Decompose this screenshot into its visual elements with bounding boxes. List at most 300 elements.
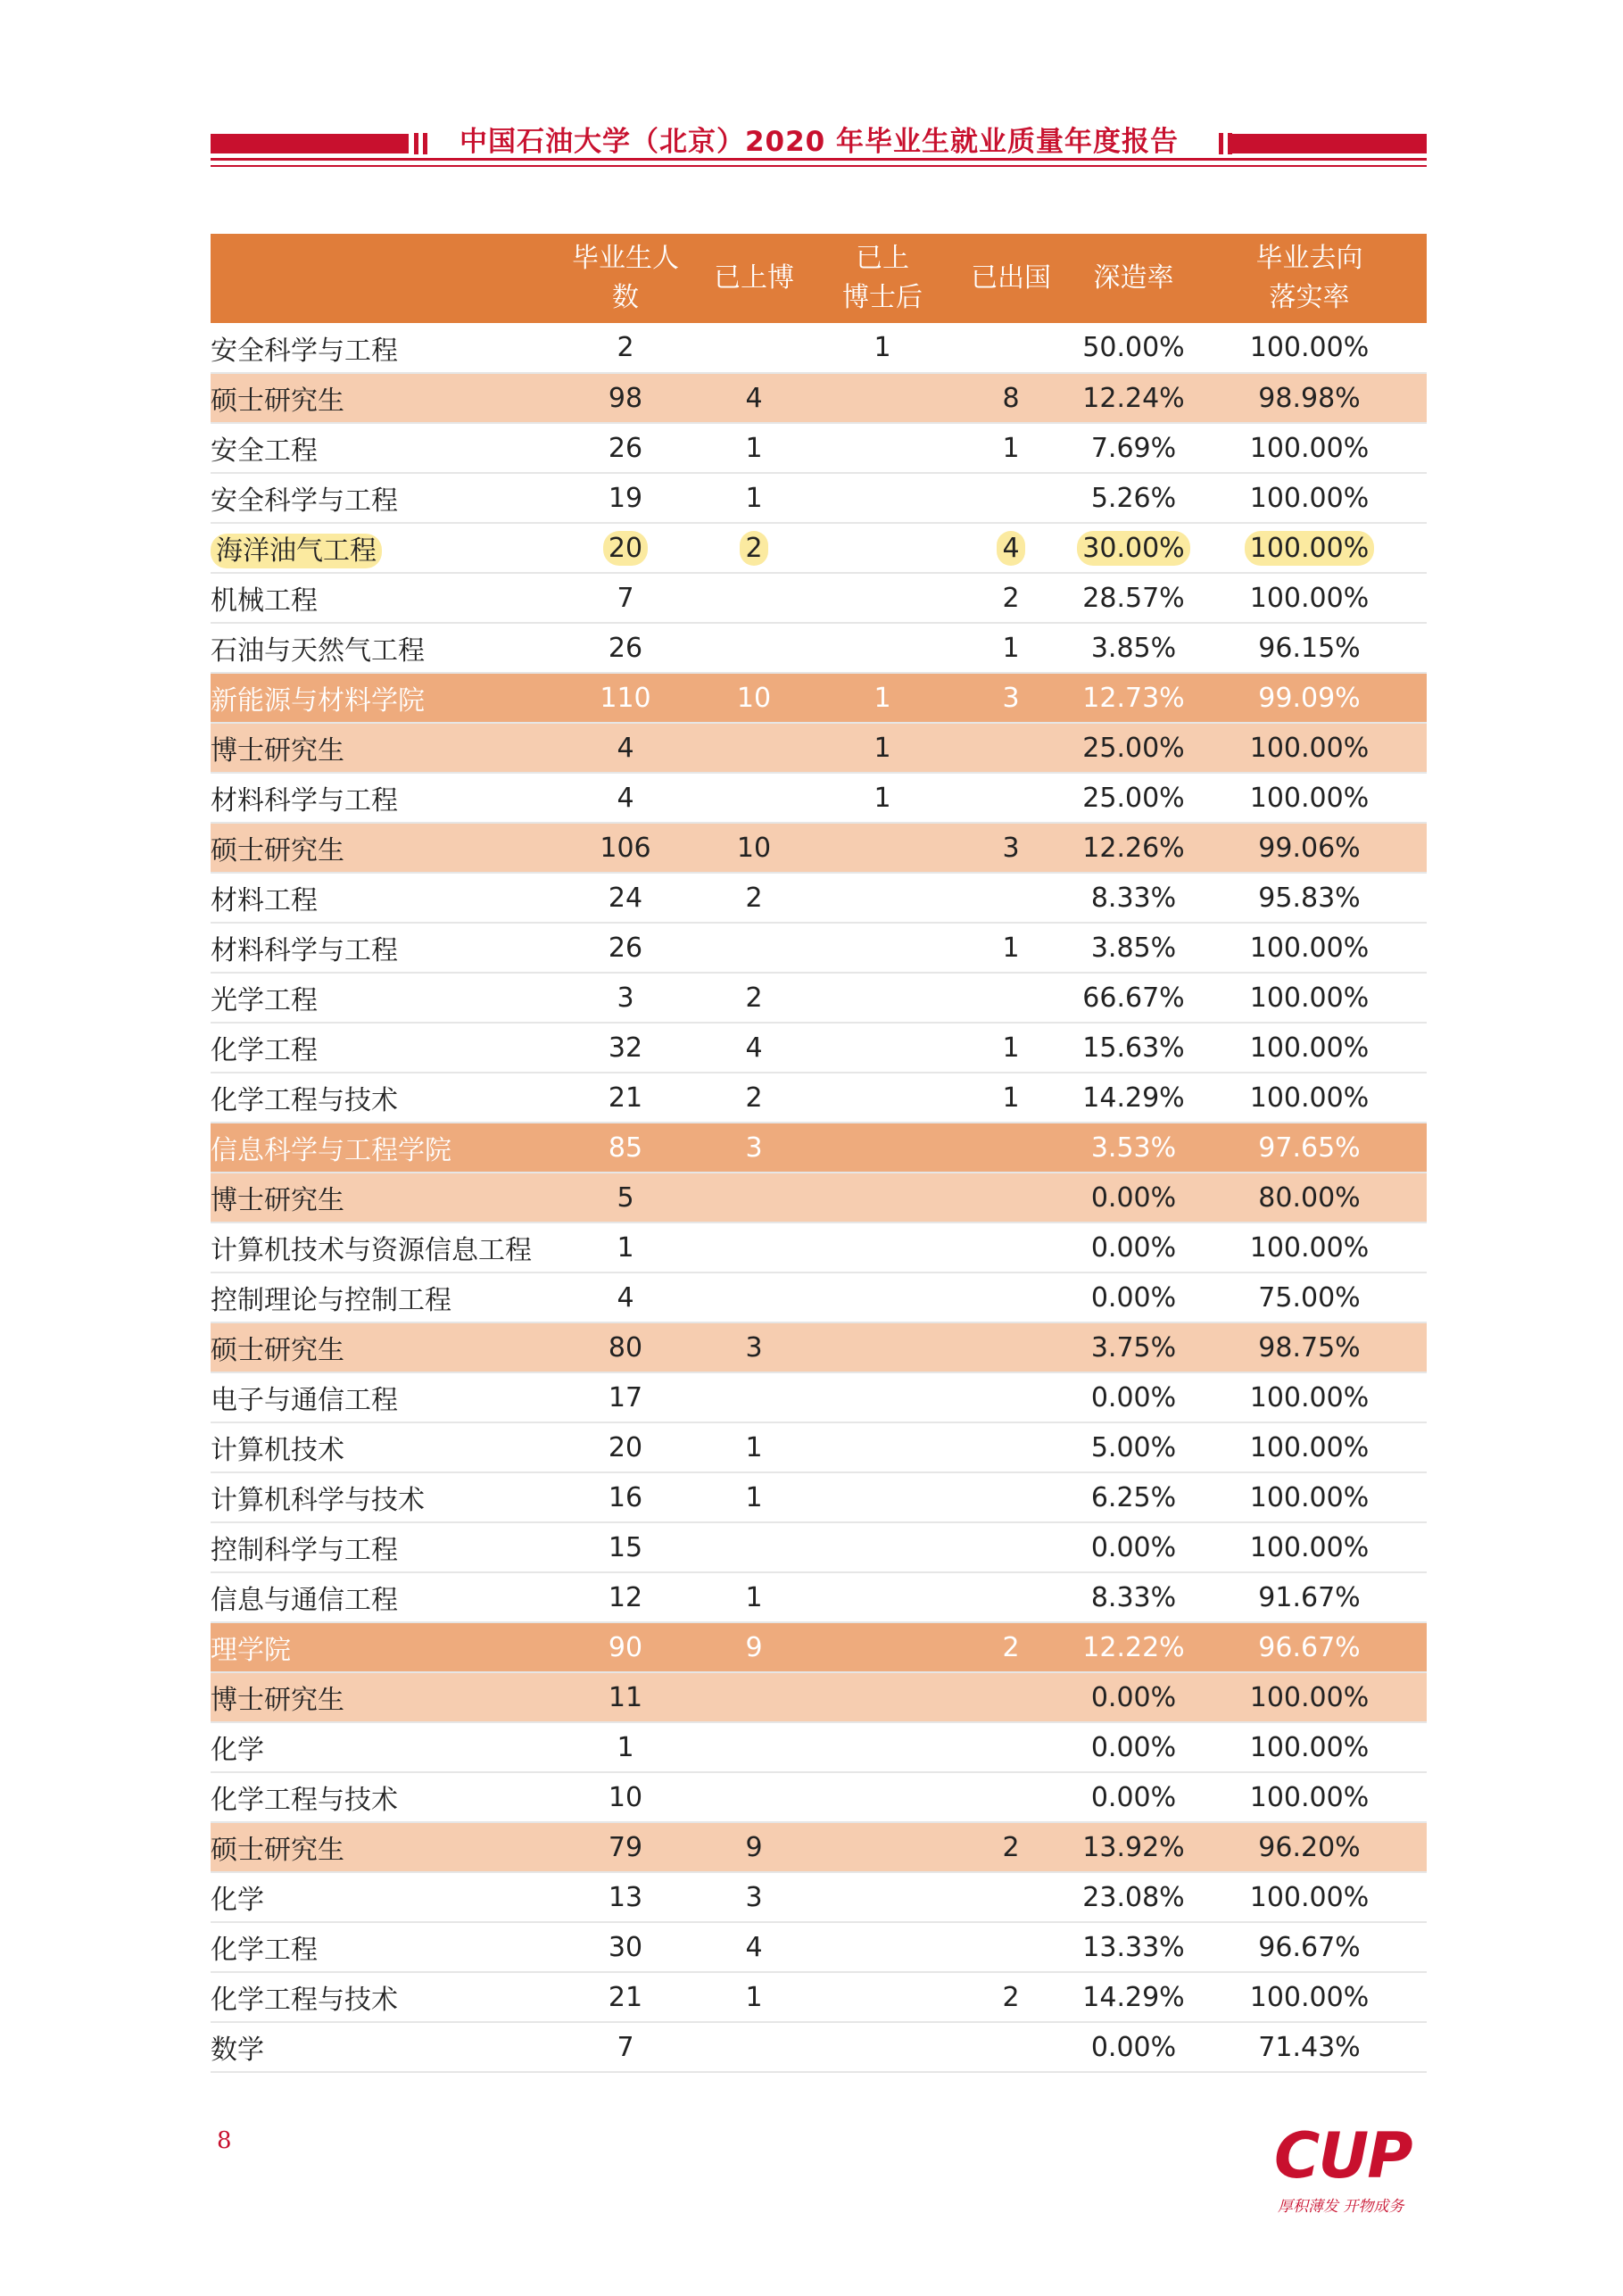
- postdoc-cell: [818, 1972, 947, 2022]
- major-row: [211, 1922, 1427, 1972]
- row-name: [211, 473, 561, 523]
- major-row: [211, 1023, 1427, 1073]
- advancement-rate-cell-text: 0.00%: [1090, 2031, 1177, 2063]
- placement-rate-cell-text: 99.09%: [1258, 682, 1361, 714]
- phd-cell: [690, 1672, 818, 1722]
- abroad-cell: [947, 1322, 1075, 1372]
- row-name-text: 控制科学与工程: [211, 1535, 398, 1566]
- abroad-cell: [947, 1272, 1075, 1322]
- abroad-cell: [947, 1722, 1075, 1772]
- phd-cell: [690, 1772, 818, 1822]
- advancement-rate-cell-text: 50.00%: [1082, 332, 1185, 363]
- phd-cell-text: 1: [745, 1431, 763, 1463]
- graduates-cell-text: 90: [608, 1631, 643, 1663]
- placement-rate-cell: [1192, 1522, 1427, 1572]
- phd-cell: [690, 1522, 818, 1572]
- placement-rate-cell-text: 100.00%: [1249, 1032, 1370, 1064]
- phd-cell-text: 3: [745, 1881, 763, 1913]
- phd-cell: [690, 1272, 818, 1322]
- column-header: 已出国: [947, 234, 1075, 323]
- row-name-text: 化学工程: [211, 1935, 318, 1966]
- row-name-text: 石油与天然气工程: [211, 635, 425, 667]
- advancement-rate-cell: [1075, 773, 1192, 823]
- advancement-rate-cell: [1075, 1073, 1192, 1123]
- advancement-rate-cell-text: 5.26%: [1090, 482, 1177, 514]
- placement-rate-cell-text: 100.00%: [1249, 432, 1370, 464]
- row-name: [211, 923, 561, 973]
- abroad-cell: [947, 1872, 1075, 1922]
- graduates-cell-text: 13: [608, 1881, 643, 1913]
- placement-rate-cell: [1192, 573, 1427, 623]
- placement-rate-cell-text: 71.43%: [1258, 2031, 1361, 2063]
- placement-rate-cell-text: 96.15%: [1258, 632, 1361, 664]
- major-row: [211, 1223, 1427, 1272]
- phd-cell: [690, 1223, 818, 1272]
- placement-rate-cell-text: 100.00%: [1249, 932, 1370, 964]
- row-name: [211, 323, 561, 373]
- graduates-cell: [561, 1073, 690, 1123]
- phd-cell: [690, 1173, 818, 1223]
- row-name-text: 控制理论与控制工程: [211, 1285, 451, 1316]
- table-header-row: [211, 234, 1427, 323]
- placement-rate-cell-text: 100.00%: [1249, 1231, 1370, 1264]
- row-name-text: 博士研究生: [211, 1185, 344, 1216]
- row-name: [211, 973, 561, 1023]
- phd-cell-text: 9: [745, 1831, 763, 1863]
- row-name: [211, 1972, 561, 2022]
- abroad-cell: [947, 523, 1075, 573]
- postdoc-cell: [818, 1223, 947, 1272]
- phd-cell: [690, 1073, 818, 1123]
- graduates-cell-text: 4: [617, 1281, 634, 1314]
- graduates-cell: [561, 1672, 690, 1722]
- advancement-rate-cell: [1075, 1622, 1192, 1672]
- abroad-cell-text: 2: [1002, 1831, 1020, 1863]
- placement-rate-cell: [1192, 673, 1427, 723]
- advancement-rate-cell-text: 5.00%: [1090, 1431, 1177, 1463]
- abroad-cell: [947, 773, 1075, 823]
- graduates-cell-text: 7: [617, 2031, 634, 2063]
- row-name: [211, 573, 561, 623]
- placement-rate-cell-text: 100.00%: [1249, 732, 1370, 764]
- major-row: [211, 2022, 1427, 2072]
- advancement-rate-cell: [1075, 1872, 1192, 1922]
- phd-cell-text: 3: [745, 1331, 763, 1364]
- row-name-text: 硕士研究生: [211, 835, 344, 866]
- advancement-rate-cell-text: 13.33%: [1082, 1931, 1185, 1963]
- graduates-cell: [561, 1472, 690, 1522]
- phd-cell-text: 9: [745, 1631, 763, 1663]
- column-header: 毕业生人数: [561, 234, 690, 323]
- placement-rate-cell: [1192, 1422, 1427, 1472]
- advancement-rate-cell: [1075, 323, 1192, 373]
- placement-rate-cell-text: 100.00%: [1249, 332, 1370, 363]
- placement-rate-cell-text: 99.06%: [1258, 832, 1361, 864]
- abroad-cell-text: 1: [1002, 1082, 1020, 1114]
- phd-cell-text: 4: [745, 1032, 763, 1064]
- postdoc-cell-text: 1: [874, 332, 891, 363]
- graduates-cell-text: 15: [608, 1531, 643, 1563]
- row-name-text: 数学: [211, 2035, 264, 2066]
- abroad-cell: [947, 373, 1075, 423]
- graduates-cell-text: 17: [608, 1381, 643, 1413]
- advancement-rate-cell-text: 25.00%: [1082, 732, 1185, 764]
- advancement-rate-cell: [1075, 523, 1192, 573]
- row-name: [211, 1173, 561, 1223]
- advancement-rate-cell: [1075, 423, 1192, 473]
- graduates-cell-text: 4: [617, 782, 634, 814]
- advancement-rate-cell: [1075, 473, 1192, 523]
- row-name-text: 安全科学与工程: [211, 335, 398, 367]
- graduates-cell-text: 20: [603, 531, 648, 566]
- advancement-rate-cell-text: 23.08%: [1082, 1881, 1185, 1913]
- graduates-cell: [561, 1372, 690, 1422]
- graduate-statistics-table: [211, 234, 1427, 2073]
- phd-cell-text: 2: [745, 882, 763, 914]
- major-row: [211, 923, 1427, 973]
- row-name-text: 硕士研究生: [211, 1835, 344, 1866]
- phd-cell: [690, 1922, 818, 1972]
- row-name: [211, 623, 561, 673]
- placement-rate-cell: [1192, 1123, 1427, 1173]
- abroad-cell-text: 1: [1002, 632, 1020, 664]
- phd-cell: [690, 1572, 818, 1622]
- row-name-text: 博士研究生: [211, 1685, 344, 1716]
- placement-rate-cell-text: 100.00%: [1249, 1082, 1370, 1114]
- abroad-cell: [947, 1572, 1075, 1622]
- major-row: [211, 1722, 1427, 1772]
- advancement-rate-cell: [1075, 1123, 1192, 1173]
- row-name: [211, 423, 561, 473]
- postdoc-cell: [818, 1522, 947, 1572]
- postdoc-cell: [818, 1272, 947, 1322]
- advancement-rate-cell-text: 0.00%: [1090, 1531, 1177, 1563]
- degree-row: [211, 723, 1427, 773]
- table-header: [211, 234, 1427, 323]
- abroad-cell: [947, 1972, 1075, 2022]
- graduates-cell-text: 5: [617, 1181, 634, 1214]
- graduates-cell: [561, 1522, 690, 1572]
- abroad-cell: [947, 1472, 1075, 1522]
- abroad-cell-text: 2: [1002, 1981, 1020, 2013]
- abroad-cell: [947, 2022, 1075, 2072]
- row-name-text: 理学院: [211, 1635, 291, 1666]
- row-name: [211, 523, 561, 573]
- degree-row: [211, 373, 1427, 423]
- postdoc-cell-text: 1: [874, 682, 891, 714]
- abroad-cell-text: 1: [1002, 932, 1020, 964]
- postdoc-cell: [818, 1772, 947, 1822]
- major-row: [211, 873, 1427, 923]
- major-row: [211, 1872, 1427, 1922]
- advancement-rate-cell: [1075, 1572, 1192, 1622]
- postdoc-cell: [818, 1322, 947, 1372]
- graduates-cell-text: 21: [608, 1082, 643, 1114]
- advancement-rate-cell: [1075, 1672, 1192, 1722]
- phd-cell: [690, 2022, 818, 2072]
- placement-rate-cell: [1192, 1822, 1427, 1872]
- abroad-cell: [947, 623, 1075, 673]
- advancement-rate-cell-text: 6.25%: [1090, 1481, 1177, 1513]
- postdoc-cell: [818, 1872, 947, 1922]
- row-name-text: 化学工程与技术: [211, 1985, 398, 2016]
- placement-rate-cell-text: 100.00%: [1249, 1981, 1370, 2013]
- column-header: [211, 234, 561, 323]
- placement-rate-cell-text: 98.75%: [1258, 1331, 1361, 1364]
- phd-cell: [690, 723, 818, 773]
- row-name-text: 计算机技术与资源信息工程: [211, 1235, 532, 1266]
- report-header: [211, 112, 1427, 174]
- postdoc-cell: [818, 1572, 947, 1622]
- postdoc-cell: [818, 923, 947, 973]
- row-name: [211, 1272, 561, 1322]
- abroad-cell: [947, 1073, 1075, 1123]
- placement-rate-cell: [1192, 1972, 1427, 2022]
- phd-cell: [690, 1322, 818, 1372]
- advancement-rate-cell-text: 3.53%: [1090, 1131, 1177, 1164]
- placement-rate-cell-text: 96.67%: [1258, 1631, 1361, 1663]
- graduates-cell: [561, 823, 690, 873]
- placement-rate-cell: [1192, 323, 1427, 373]
- abroad-cell-text: 4: [997, 531, 1024, 566]
- placement-rate-cell: [1192, 623, 1427, 673]
- graduates-cell-text: 7: [617, 582, 634, 614]
- postdoc-cell: [818, 2022, 947, 2072]
- major-row: [211, 1372, 1427, 1422]
- placement-rate-cell: [1192, 1372, 1427, 1422]
- row-name: [211, 1123, 561, 1173]
- graduates-cell: [561, 1722, 690, 1772]
- abroad-cell: [947, 1622, 1075, 1672]
- placement-rate-cell: [1192, 423, 1427, 473]
- advancement-rate-cell: [1075, 1322, 1192, 1372]
- row-name: [211, 1722, 561, 1772]
- advancement-rate-cell: [1075, 1223, 1192, 1272]
- abroad-cell-text: 1: [1002, 1032, 1020, 1064]
- phd-cell: [690, 473, 818, 523]
- postdoc-cell: [818, 1672, 947, 1722]
- placement-rate-cell-text: 100.00%: [1249, 1531, 1370, 1563]
- placement-rate-cell: [1192, 1672, 1427, 1722]
- phd-cell: [690, 873, 818, 923]
- degree-row: [211, 1672, 1427, 1722]
- row-name-text: 化学: [211, 1735, 264, 1766]
- advancement-rate-cell-text: 8.33%: [1090, 882, 1177, 914]
- college-row: [211, 1622, 1427, 1672]
- row-name-text: 硕士研究生: [211, 1335, 344, 1366]
- phd-cell-text: 1: [745, 1481, 763, 1513]
- abroad-cell: [947, 1223, 1075, 1272]
- column-header: 已上博: [690, 234, 818, 323]
- postdoc-cell: [818, 873, 947, 923]
- placement-rate-cell: [1192, 1223, 1427, 1272]
- major-row: [211, 1572, 1427, 1622]
- graduates-cell: [561, 1772, 690, 1822]
- major-row: [211, 1972, 1427, 2022]
- postdoc-cell: [818, 523, 947, 573]
- row-name: [211, 1522, 561, 1572]
- placement-rate-cell-text: 100.00%: [1245, 531, 1374, 566]
- placement-rate-cell: [1192, 1772, 1427, 1822]
- phd-cell: [690, 1123, 818, 1173]
- advancement-rate-cell: [1075, 1372, 1192, 1422]
- placement-rate-cell-text: 96.67%: [1258, 1931, 1361, 1963]
- abroad-cell: [947, 473, 1075, 523]
- row-name: [211, 673, 561, 723]
- row-name-text: 硕士研究生: [211, 385, 344, 417]
- postdoc-cell: [818, 323, 947, 373]
- major-row: [211, 323, 1427, 373]
- graduates-cell: [561, 473, 690, 523]
- abroad-cell-text: 2: [1002, 1631, 1020, 1663]
- graduates-cell: [561, 2022, 690, 2072]
- advancement-rate-cell: [1075, 1173, 1192, 1223]
- placement-rate-cell: [1192, 1023, 1427, 1073]
- phd-cell-text: 3: [745, 1131, 763, 1164]
- placement-rate-cell: [1192, 1872, 1427, 1922]
- degree-row: [211, 1173, 1427, 1223]
- column-header: 毕业去向 落实率: [1192, 234, 1427, 323]
- placement-rate-cell-text: 100.00%: [1249, 482, 1370, 514]
- phd-cell-text: 1: [745, 1981, 763, 2013]
- placement-rate-cell-text: 100.00%: [1249, 1781, 1370, 1813]
- placement-rate-cell: [1192, 1722, 1427, 1772]
- advancement-rate-cell-text: 3.85%: [1090, 632, 1177, 664]
- phd-cell-text: 2: [745, 982, 763, 1014]
- advancement-rate-cell-text: 7.69%: [1090, 432, 1177, 464]
- phd-cell: [690, 423, 818, 473]
- advancement-rate-cell-text: 30.00%: [1077, 531, 1189, 566]
- advancement-rate-cell-text: 15.63%: [1082, 1032, 1185, 1064]
- phd-cell: [690, 573, 818, 623]
- advancement-rate-cell-text: 13.92%: [1082, 1831, 1185, 1863]
- major-row: [211, 623, 1427, 673]
- abroad-cell: [947, 1173, 1075, 1223]
- phd-cell: [690, 773, 818, 823]
- placement-rate-cell-text: 100.00%: [1249, 1881, 1370, 1913]
- advancement-rate-cell-text: 0.00%: [1090, 1281, 1177, 1314]
- advancement-rate-cell: [1075, 723, 1192, 773]
- graduates-cell: [561, 1223, 690, 1272]
- row-name-text: 信息科学与工程学院: [211, 1135, 451, 1166]
- header-rule: [211, 158, 1427, 161]
- abroad-cell: [947, 1522, 1075, 1572]
- row-name: [211, 1073, 561, 1123]
- advancement-rate-cell-text: 12.22%: [1082, 1631, 1185, 1663]
- cup-logo: [1274, 2120, 1435, 2218]
- graduates-cell: [561, 673, 690, 723]
- phd-cell: [690, 1622, 818, 1672]
- graduates-cell-text: 20: [608, 1431, 643, 1463]
- phd-cell: [690, 823, 818, 873]
- postdoc-cell: [818, 773, 947, 823]
- advancement-rate-cell: [1075, 623, 1192, 673]
- graduates-cell-text: 30: [608, 1931, 643, 1963]
- advancement-rate-cell: [1075, 1522, 1192, 1572]
- graduates-cell-text: 32: [608, 1032, 643, 1064]
- graduates-cell: [561, 1622, 690, 1672]
- advancement-rate-cell: [1075, 373, 1192, 423]
- abroad-cell: [947, 723, 1075, 773]
- postdoc-cell: [818, 1123, 947, 1173]
- phd-cell-text: 2: [740, 531, 767, 566]
- graduates-cell: [561, 923, 690, 973]
- phd-cell: [690, 1872, 818, 1922]
- row-name-text: 电子与通信工程: [211, 1385, 398, 1416]
- major-row: [211, 1472, 1427, 1522]
- graduates-cell-text: 11: [608, 1681, 643, 1713]
- graduates-cell-text: 110: [600, 682, 651, 714]
- graduates-cell-text: 106: [600, 832, 651, 864]
- phd-cell-text: 1: [745, 482, 763, 514]
- graduates-cell: [561, 1173, 690, 1223]
- phd-cell-text: 10: [736, 832, 772, 864]
- row-name-text: 安全工程: [211, 435, 318, 467]
- graduates-cell-text: 1: [617, 1231, 634, 1264]
- postdoc-cell-text: 1: [874, 782, 891, 814]
- report-title: 中国石油大学（北京）2020 年毕业生就业质量年度报告: [459, 126, 1180, 158]
- college-row: [211, 1123, 1427, 1173]
- abroad-cell-text: 3: [1002, 832, 1020, 864]
- graduates-cell-text: 2: [617, 332, 634, 363]
- column-header: 深造率: [1075, 234, 1192, 323]
- row-name: [211, 1422, 561, 1472]
- row-name: [211, 1023, 561, 1073]
- graduates-cell: [561, 1872, 690, 1922]
- placement-rate-cell: [1192, 823, 1427, 873]
- placement-rate-cell: [1192, 923, 1427, 973]
- phd-cell: [690, 323, 818, 373]
- row-name-text: 化学工程: [211, 1035, 318, 1066]
- placement-rate-cell: [1192, 773, 1427, 823]
- placement-rate-cell: [1192, 1472, 1427, 1522]
- header-bar-right: [1229, 134, 1427, 153]
- placement-rate-cell: [1192, 1073, 1427, 1123]
- placement-rate-cell-text: 98.98%: [1258, 382, 1361, 414]
- advancement-rate-cell: [1075, 2022, 1192, 2072]
- graduates-cell: [561, 1272, 690, 1322]
- postdoc-cell: [818, 673, 947, 723]
- postdoc-cell: [818, 1822, 947, 1872]
- postdoc-cell: [818, 823, 947, 873]
- graduates-cell-text: 4: [617, 732, 634, 764]
- row-name: [211, 823, 561, 873]
- postdoc-cell: [818, 1922, 947, 1972]
- graduates-cell-text: 21: [608, 1981, 643, 2013]
- phd-cell-text: 1: [745, 1581, 763, 1613]
- row-name-text: 材料科学与工程: [211, 935, 398, 966]
- placement-rate-cell-text: 100.00%: [1249, 1731, 1370, 1763]
- advancement-rate-cell-text: 3.75%: [1090, 1331, 1177, 1364]
- postdoc-cell: [818, 373, 947, 423]
- postdoc-cell: [818, 623, 947, 673]
- phd-cell: [690, 373, 818, 423]
- advancement-rate-cell-text: 0.00%: [1090, 1231, 1177, 1264]
- advancement-rate-cell: [1075, 1772, 1192, 1822]
- graduates-cell-text: 16: [608, 1481, 643, 1513]
- graduates-cell: [561, 323, 690, 373]
- advancement-rate-cell-text: 0.00%: [1090, 1781, 1177, 1813]
- advancement-rate-cell-text: 0.00%: [1090, 1181, 1177, 1214]
- abroad-cell: [947, 1372, 1075, 1422]
- phd-cell: [690, 1972, 818, 2022]
- header-tick: [414, 133, 418, 154]
- major-row: [211, 973, 1427, 1023]
- abroad-cell: [947, 1422, 1075, 1472]
- graduates-cell: [561, 773, 690, 823]
- placement-rate-cell: [1192, 1322, 1427, 1372]
- placement-rate-cell-text: 96.20%: [1258, 1831, 1361, 1863]
